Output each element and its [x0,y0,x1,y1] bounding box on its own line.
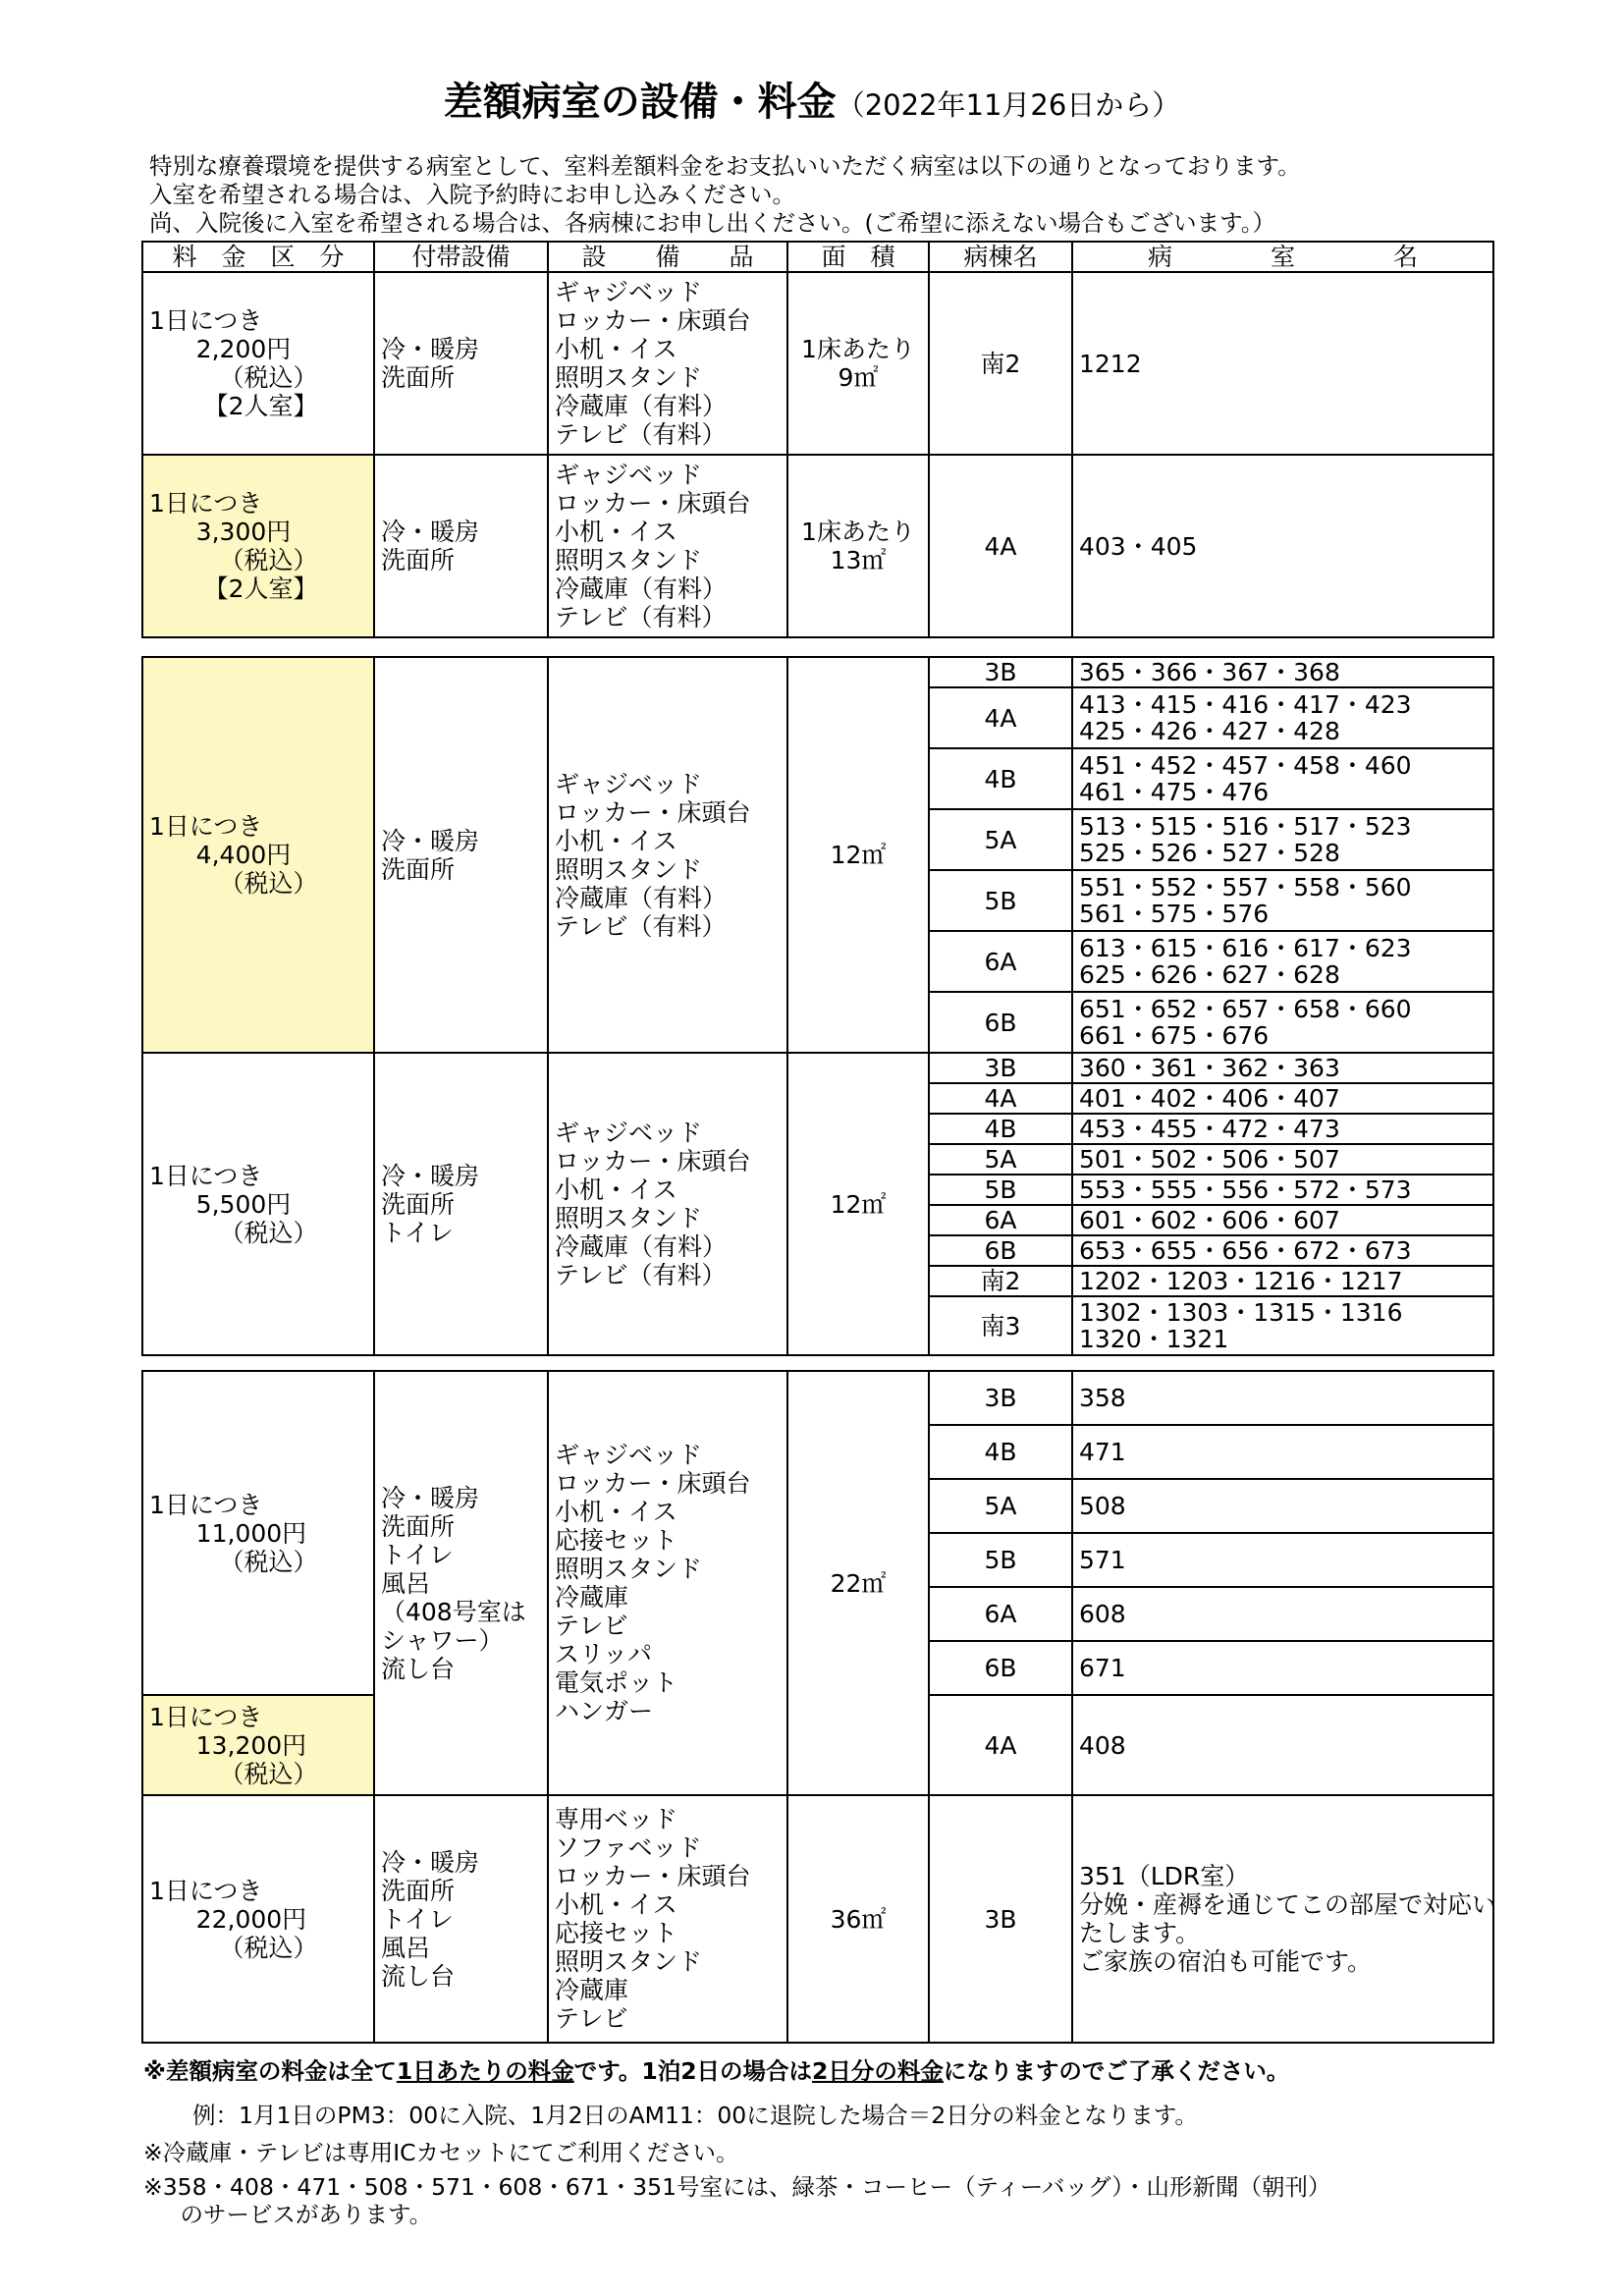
area-cell: 36㎡ [787,1795,929,2043]
room-cell: 351（LDR室） 分娩・産褥を通じてこの部屋で対応い たします。 ご家族の宿泊も可能です。 [1072,1795,1493,2043]
room-cell: 671 [1072,1641,1493,1695]
equipment-cell: ギャジベッド ロッカー・床頭台 小机・イス 照明スタンド 冷蔵庫（有料） テレビ（有料） [548,455,787,637]
footnote-2: ※冷蔵庫・テレビは専用ICカセットにてご利用ください。 [143,2139,739,2166]
room-cell: 1212 [1072,272,1493,455]
fee-cell: 1日につき 22,000円 （税込） [142,1795,374,2043]
area-cell: 12㎡ [787,1053,929,1355]
ward-cell: 4B [929,1114,1072,1144]
footnote-3-cont: のサービスがあります。 [157,2201,433,2228]
ward-cell: 4B [929,1425,1072,1479]
room-cell: 551・552・557・558・560 561・575・576 [1072,870,1493,931]
fee-cell: 1日につき 5,500円 （税込） [142,1053,374,1355]
ward-cell: 6A [929,931,1072,992]
header-facilities: 付帯設備 [374,242,548,272]
room-cell: 401・402・406・407 [1072,1083,1493,1114]
ward-cell: 6A [929,1205,1072,1235]
ward-cell: 5B [929,1533,1072,1587]
room-cell: 608 [1072,1587,1493,1641]
ward-cell: 5B [929,1175,1072,1205]
header-ward: 病棟名 [929,242,1072,272]
room-cell: 403・405 [1072,455,1493,637]
equipment-cell: ギャジベッド ロッカー・床頭台 小机・イス 照明スタンド 冷蔵庫（有料） テレビ（有料） [548,1053,787,1355]
area-cell: 12㎡ [787,657,929,1053]
table-row [142,272,1493,455]
room-cell: 1302・1303・1315・1316 1320・1321 [1072,1296,1493,1355]
room-cell: 553・555・556・572・573 [1072,1175,1493,1205]
header-fee: 料 金 区 分 [142,242,374,272]
header-equipment: 設 備 品 [548,242,787,272]
fee-table-3 [141,1370,1497,2044]
ward-cell: 4A [929,1695,1072,1795]
room-cell: 451・452・457・458・460 461・475・476 [1072,748,1493,809]
room-cell: 408 [1072,1695,1493,1795]
ward-cell: 6B [929,1641,1072,1695]
ward-cell: 4A [929,455,1072,637]
ward-cell: 5A [929,809,1072,870]
fee-cell: 1日につき 2,200円 （税込） 【2人室】 [142,272,374,455]
room-cell: 358 [1072,1371,1493,1425]
intro-line-3: 尚、入院後に入室を希望される場合は、各病棟にお申し出ください。(ご希望に添えない場合もございます。） [149,209,1276,237]
ward-cell: 4A [929,1083,1072,1114]
ward-cell: 6B [929,1235,1072,1266]
footnote-3: ※358・408・471・508・571・608・671・351号室には、緑茶・コーヒー（ティーバッグ）・山形新聞（朝刊） [143,2173,1331,2201]
fee-cell: 1日につき 4,400円 （税込） [142,657,374,1053]
table-row [142,1371,1493,1425]
facilities-cell: 冷・暖房 洗面所 トイレ [374,1053,548,1355]
ward-cell: 南2 [929,1266,1072,1296]
ward-cell: 5A [929,1479,1072,1533]
equipment-cell: ギャジベッド ロッカー・床頭台 小机・イス 照明スタンド 冷蔵庫（有料） テレビ（有料） [548,272,787,455]
room-cell: 571 [1072,1533,1493,1587]
equipment-cell: 専用ベッド ソファベッド ロッカー・床頭台 小机・イス 応接セット 照明スタンド 冷蔵庫 テレビ [548,1795,787,2043]
room-cell: 1202・1203・1216・1217 [1072,1266,1493,1296]
fee-table-2 [141,656,1494,1356]
facilities-cell: 冷・暖房 洗面所 [374,657,548,1053]
room-cell: 501・502・506・507 [1072,1144,1493,1175]
ward-cell: 5B [929,870,1072,931]
equipment-cell: ギャジベッド ロッカー・床頭台 小机・イス 応接セット 照明スタンド 冷蔵庫 テレビ スリッパ 電気ポット ハンガー [548,1371,787,1795]
ward-cell: 3B [929,1053,1072,1083]
room-cell: 513・515・516・517・523 525・526・527・528 [1072,809,1493,870]
title-date: （2022年11月26日から） [836,88,1181,122]
ward-cell: 3B [929,1371,1072,1425]
table-row [142,1795,1493,2043]
room-cell: 453・455・472・473 [1072,1114,1493,1144]
fee-table-1 [141,241,1494,638]
area-cell: 1床あたり 13㎡ [787,455,929,637]
ward-cell: 南3 [929,1296,1072,1355]
area-cell: 1床あたり 9㎡ [787,272,929,455]
ward-cell: 4A [929,687,1072,748]
equipment-cell: ギャジベッド ロッカー・床頭台 小机・イス 照明スタンド 冷蔵庫（有料） テレビ（有料） [548,657,787,1053]
header-room: 病 室 名 [1072,242,1493,272]
fee-cell: 1日につき 3,300円 （税込） 【2人室】 [142,455,374,637]
room-cell: 360・361・362・363 [1072,1053,1493,1083]
facilities-cell: 冷・暖房 洗面所 トイレ 風呂 流し台 [374,1795,548,2043]
table-row [142,657,1493,687]
room-cell: 613・615・616・617・623 625・626・627・628 [1072,931,1493,992]
ward-cell: 6A [929,1587,1072,1641]
area-cell: 22㎡ [787,1371,929,1795]
header-area: 面 積 [787,242,929,272]
page-title: 差額病室の設備・料金（2022年11月26日から） [443,80,1181,125]
intro-line-1: 特別な療養環境を提供する病室として、室料差額料金をお支払いいただく病室は以下の通りとなっております。 [149,152,1301,180]
facilities-cell: 冷・暖房 洗面所 トイレ 風呂 （408号室は シャワー） 流し台 [374,1371,548,1795]
ward-cell: 3B [929,657,1072,687]
room-cell: 365・366・367・368 [1072,657,1493,687]
ward-cell: 4B [929,748,1072,809]
footnote-1: ※差額病室の料金は全て1日あたりの料金です。1泊2日の場合は2日分の料金になりますのでご了承ください。 [143,2057,1290,2085]
fee-cell: 1日につき 13,200円 （税込） [142,1695,374,1795]
table-row [142,1053,1493,1083]
ward-cell: 南2 [929,272,1072,455]
facilities-cell: 冷・暖房 洗面所 [374,272,548,455]
room-cell: 651・652・657・658・660 661・675・676 [1072,992,1493,1053]
room-cell: 471 [1072,1425,1493,1479]
footnote-example: 例：1月1日のPM3：00に入院、1月2日のAM11：00に退院した場合＝2日分の料金となります。 [192,2102,1198,2129]
fee-cell: 1日につき 11,000円 （税込） [142,1371,374,1695]
room-cell: 601・602・606・607 [1072,1205,1493,1235]
ward-cell: 5A [929,1144,1072,1175]
ward-cell: 3B [929,1795,1072,2043]
room-cell: 508 [1072,1479,1493,1533]
intro-line-2: 入室を希望される場合は、入院予約時にお申し込みください。 [149,181,795,208]
header-row [142,242,1493,272]
room-cell: 653・655・656・672・673 [1072,1235,1493,1266]
ward-cell: 6B [929,992,1072,1053]
table-row [142,455,1493,637]
room-cell: 413・415・416・417・423 425・426・427・428 [1072,687,1493,748]
facilities-cell: 冷・暖房 洗面所 [374,455,548,637]
